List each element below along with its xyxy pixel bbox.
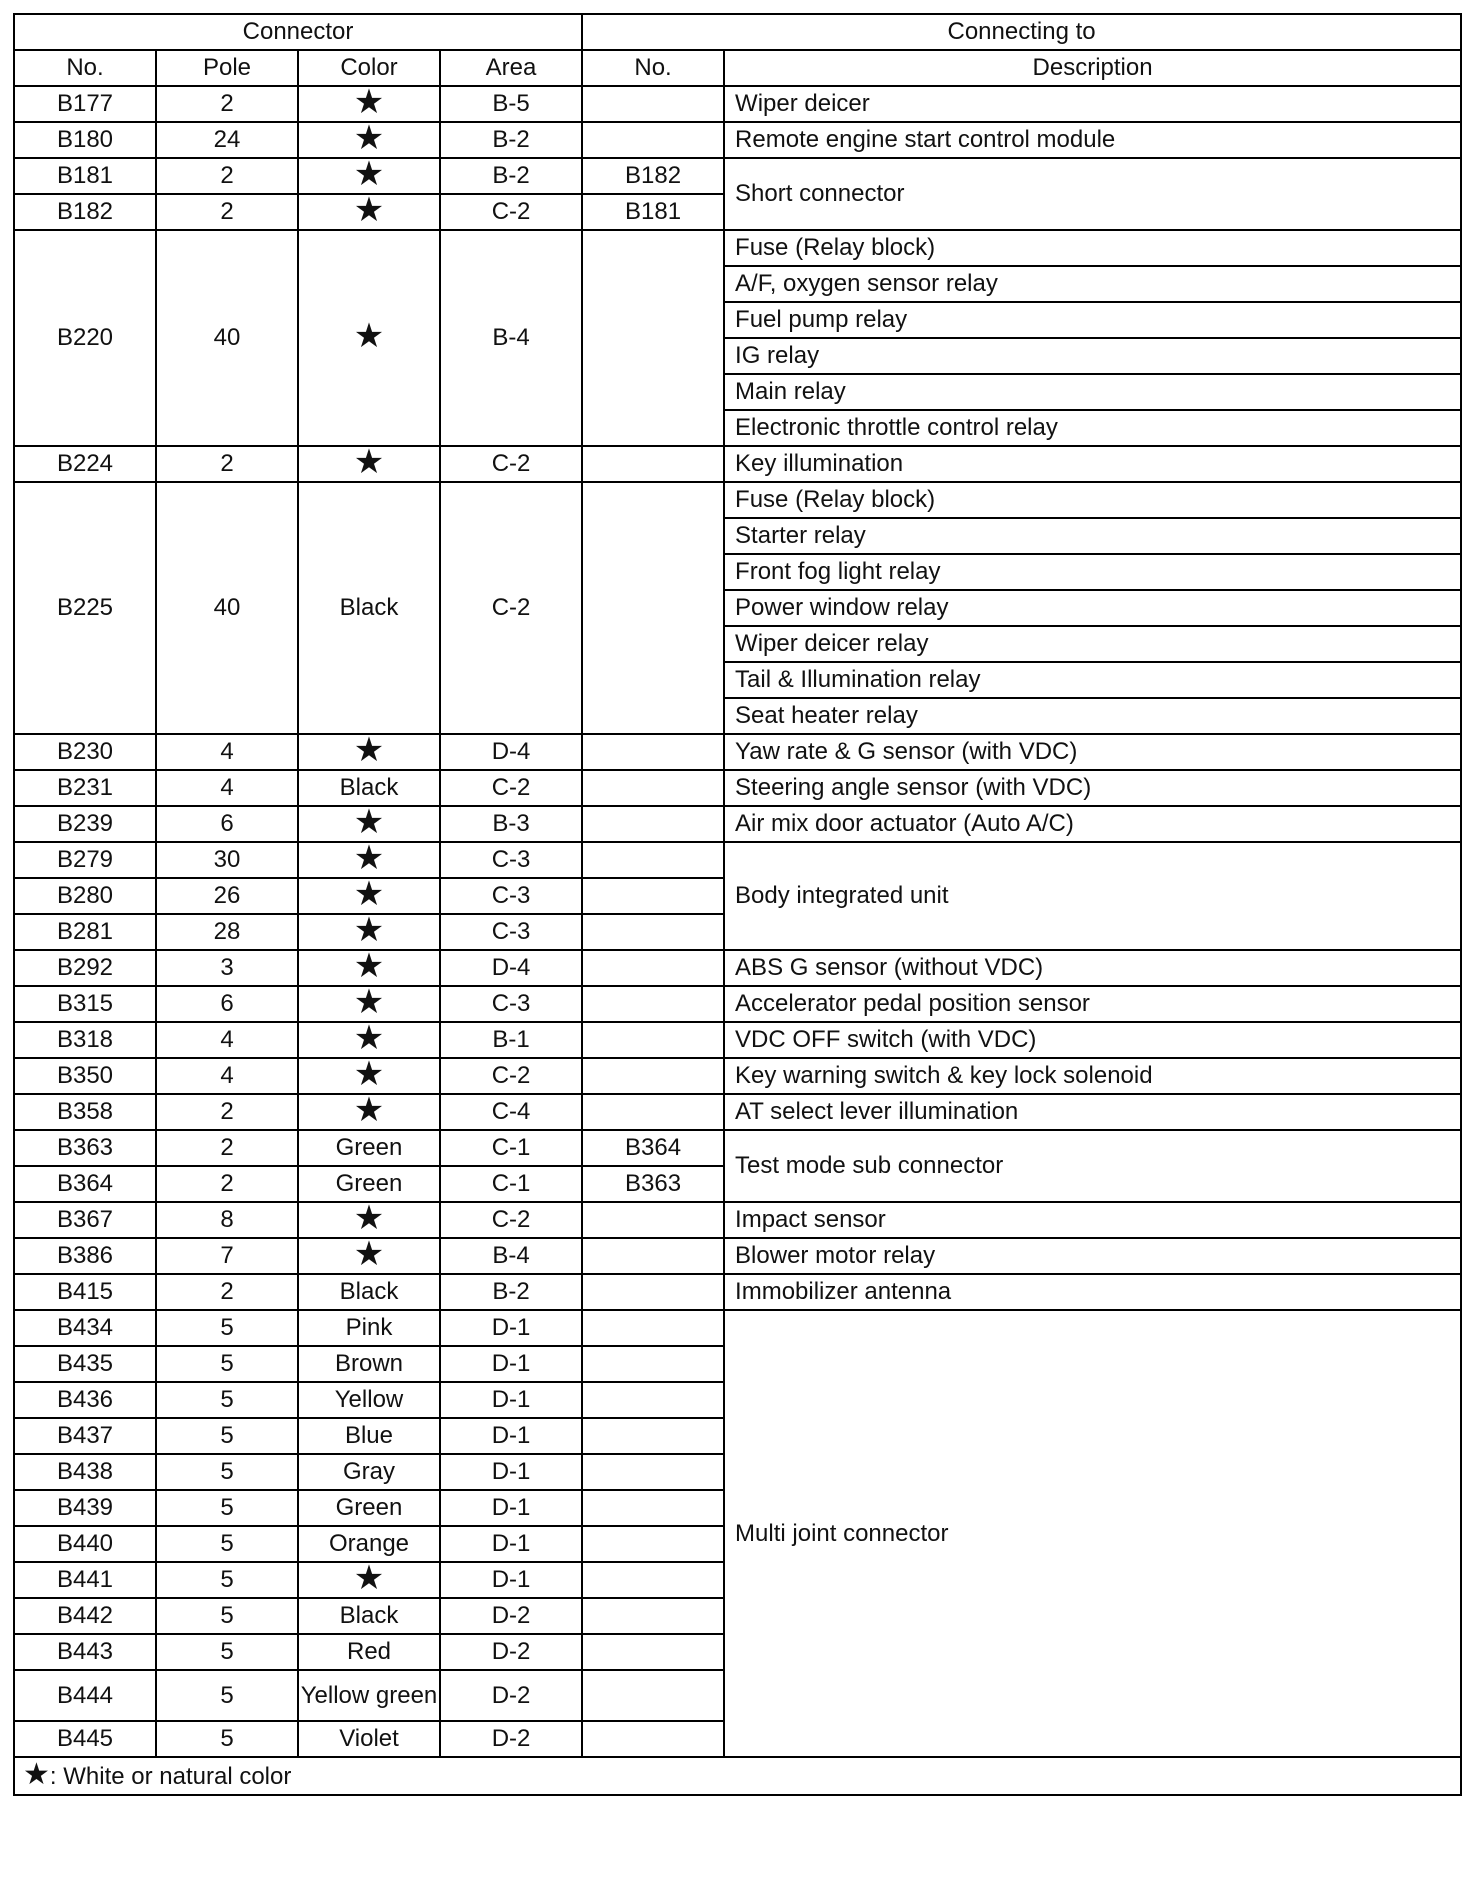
pole-cell: 5 [156, 1418, 298, 1454]
star-icon: ★ [353, 878, 385, 914]
color-cell [298, 158, 440, 194]
connector-no-cell: B231 [14, 770, 156, 806]
area-cell: C-3 [440, 842, 582, 878]
area-cell: B-2 [440, 158, 582, 194]
color-cell: Green [298, 1130, 440, 1166]
header-no: No. [14, 50, 156, 86]
table-row [14, 1058, 1461, 1094]
pole-cell: 26 [156, 878, 298, 914]
pole-cell: 6 [156, 986, 298, 1022]
description-cell: Seat heater relay [724, 698, 1461, 734]
connector-no-cell: B415 [14, 1274, 156, 1310]
star-icon: ★ [353, 734, 385, 770]
pole-cell: 6 [156, 806, 298, 842]
connecting-no-cell: B182 [582, 158, 724, 194]
legend [14, 1757, 1461, 1795]
pole-cell: 3 [156, 950, 298, 986]
star-icon: ★ [353, 316, 385, 356]
description-cell: Fuse (Relay block) [724, 230, 1461, 266]
color-cell [298, 1238, 440, 1274]
star-icon: ★ [353, 158, 385, 194]
header-column-row [14, 50, 1461, 86]
connector-no-cell: B435 [14, 1346, 156, 1382]
color-cell: Black [298, 770, 440, 806]
table-row [14, 230, 1461, 266]
area-cell: B-5 [440, 86, 582, 122]
description-cell: Test mode sub connector [724, 1130, 1461, 1202]
table-row [14, 842, 1461, 878]
table-row [14, 1022, 1461, 1058]
color-cell: Yellow green [298, 1670, 440, 1721]
connector-no-cell: B180 [14, 122, 156, 158]
connecting-no-cell [582, 1454, 724, 1490]
description-cell: Tail & Illumination relay [724, 662, 1461, 698]
description-cell: Starter relay [724, 518, 1461, 554]
area-cell: C-2 [440, 1058, 582, 1094]
pole-cell: 5 [156, 1382, 298, 1418]
star-icon: ★ [353, 122, 385, 158]
description-cell: Remote engine start control module [724, 122, 1461, 158]
connector-no-cell: B367 [14, 1202, 156, 1238]
connector-no-cell: B318 [14, 1022, 156, 1058]
header-connecting-to: Connecting to [582, 14, 1461, 50]
connecting-no-cell [582, 986, 724, 1022]
table-row [14, 446, 1461, 482]
connecting-no-cell [582, 1721, 724, 1757]
header-color: Color [298, 50, 440, 86]
connecting-no-cell [582, 806, 724, 842]
description-cell: Front fog light relay [724, 554, 1461, 590]
pole-cell: 5 [156, 1346, 298, 1382]
star-icon: ★ [353, 986, 385, 1022]
star-icon: ★ [353, 950, 385, 986]
connecting-no-cell [582, 878, 724, 914]
pole-cell: 2 [156, 1166, 298, 1202]
connecting-no-cell: B363 [582, 1166, 724, 1202]
connecting-no-cell [582, 1022, 724, 1058]
color-cell [298, 1562, 440, 1598]
connecting-no-cell [582, 1058, 724, 1094]
description-cell: Key warning switch & key lock solenoid [724, 1058, 1461, 1094]
color-cell [298, 1058, 440, 1094]
table-row [14, 1310, 1461, 1346]
pole-cell: 5 [156, 1490, 298, 1526]
description-cell: Immobilizer antenna [724, 1274, 1461, 1310]
pole-cell: 4 [156, 770, 298, 806]
connecting-no-cell [582, 86, 724, 122]
connector-no-cell: B292 [14, 950, 156, 986]
description-cell: Air mix door actuator (Auto A/C) [724, 806, 1461, 842]
area-cell: B-4 [440, 1238, 582, 1274]
pole-cell: 2 [156, 86, 298, 122]
area-cell: D-1 [440, 1310, 582, 1346]
description-cell: ABS G sensor (without VDC) [724, 950, 1461, 986]
connector-no-cell: B181 [14, 158, 156, 194]
area-cell: D-2 [440, 1598, 582, 1634]
color-cell [298, 842, 440, 878]
color-cell [298, 878, 440, 914]
connector-no-cell: B350 [14, 1058, 156, 1094]
pole-cell: 24 [156, 122, 298, 158]
area-cell: D-4 [440, 734, 582, 770]
area-cell: D-1 [440, 1346, 582, 1382]
connecting-no-cell [582, 1490, 724, 1526]
color-cell [298, 950, 440, 986]
description-cell: Wiper deicer relay [724, 626, 1461, 662]
table-row [14, 1094, 1461, 1130]
connector-no-cell: B441 [14, 1562, 156, 1598]
connector-no-cell: B220 [14, 230, 156, 446]
star-icon: ★ [353, 446, 385, 482]
description-cell: IG relay [724, 338, 1461, 374]
connector-no-cell: B363 [14, 1130, 156, 1166]
connecting-no-cell [582, 446, 724, 482]
pole-cell: 5 [156, 1310, 298, 1346]
connecting-no-cell [582, 1526, 724, 1562]
color-cell: Brown [298, 1346, 440, 1382]
pole-cell: 4 [156, 1022, 298, 1058]
area-cell: C-1 [440, 1130, 582, 1166]
color-cell: Orange [298, 1526, 440, 1562]
color-cell [298, 86, 440, 122]
color-cell: Green [298, 1490, 440, 1526]
pole-cell: 40 [156, 482, 298, 734]
color-cell [298, 194, 440, 230]
area-cell: D-1 [440, 1526, 582, 1562]
connector-no-cell: B440 [14, 1526, 156, 1562]
connector-no-cell: B281 [14, 914, 156, 950]
connector-no-cell: B438 [14, 1454, 156, 1490]
connecting-no-cell [582, 1274, 724, 1310]
pole-cell: 8 [156, 1202, 298, 1238]
connector-table [13, 13, 1462, 1796]
connecting-no-cell: B181 [582, 194, 724, 230]
connecting-no-cell [582, 1310, 724, 1346]
table-row [14, 1202, 1461, 1238]
area-cell: B-3 [440, 806, 582, 842]
connecting-no-cell [582, 842, 724, 878]
connector-no-cell: B280 [14, 878, 156, 914]
pole-cell: 4 [156, 1058, 298, 1094]
description-cell: Electronic throttle control relay [724, 410, 1461, 446]
pole-cell: 28 [156, 914, 298, 950]
star-icon: ★ [353, 1562, 385, 1598]
area-cell: D-1 [440, 1454, 582, 1490]
connecting-no-cell [582, 1598, 724, 1634]
area-cell: C-3 [440, 914, 582, 950]
header-pole: Pole [156, 50, 298, 86]
area-cell: C-2 [440, 1202, 582, 1238]
description-cell: Power window relay [724, 590, 1461, 626]
description-cell: Impact sensor [724, 1202, 1461, 1238]
area-cell: D-2 [440, 1721, 582, 1757]
connecting-no-cell [582, 1562, 724, 1598]
header-area: Area [440, 50, 582, 86]
table-row [14, 1130, 1461, 1166]
color-cell: Black [298, 1598, 440, 1634]
connector-no-cell: B386 [14, 1238, 156, 1274]
color-cell: Pink [298, 1310, 440, 1346]
pole-cell: 30 [156, 842, 298, 878]
legend-row [14, 1757, 1461, 1795]
connector-no-cell: B442 [14, 1598, 156, 1634]
area-cell: C-4 [440, 1094, 582, 1130]
header-description: Description [724, 50, 1461, 86]
table-row [14, 770, 1461, 806]
area-cell: C-2 [440, 770, 582, 806]
area-cell: D-1 [440, 1562, 582, 1598]
area-cell: D-2 [440, 1670, 582, 1721]
pole-cell: 5 [156, 1634, 298, 1670]
connecting-no-cell [582, 950, 724, 986]
connector-no-cell: B315 [14, 986, 156, 1022]
connecting-no-cell: B364 [582, 1130, 724, 1166]
table-row [14, 1274, 1461, 1310]
connector-no-cell: B439 [14, 1490, 156, 1526]
table-row [14, 806, 1461, 842]
header-group-row [14, 14, 1461, 50]
connecting-no-cell [582, 1346, 724, 1382]
connector-list-sheet [13, 13, 1460, 1796]
pole-cell: 5 [156, 1562, 298, 1598]
description-cell: Key illumination [724, 446, 1461, 482]
connector-no-cell: B444 [14, 1670, 156, 1721]
connector-no-cell: B230 [14, 734, 156, 770]
description-cell: Yaw rate & G sensor (with VDC) [724, 734, 1461, 770]
connecting-no-cell [582, 1238, 724, 1274]
connecting-no-cell [582, 770, 724, 806]
connecting-no-cell [582, 1634, 724, 1670]
area-cell: C-1 [440, 1166, 582, 1202]
star-icon: ★ [353, 194, 385, 230]
description-cell: Accelerator pedal position sensor [724, 986, 1461, 1022]
star-icon: ★ [353, 842, 385, 878]
color-cell: Red [298, 1634, 440, 1670]
connector-no-cell: B443 [14, 1634, 156, 1670]
color-cell [298, 986, 440, 1022]
connecting-no-cell [582, 1202, 724, 1238]
connecting-no-cell [582, 122, 724, 158]
pole-cell: 5 [156, 1526, 298, 1562]
description-cell: Fuse (Relay block) [724, 482, 1461, 518]
table-body [14, 86, 1461, 1757]
color-cell [298, 446, 440, 482]
pole-cell: 7 [156, 1238, 298, 1274]
color-cell [298, 734, 440, 770]
connecting-no-cell [582, 914, 724, 950]
color-cell [298, 230, 440, 446]
connector-no-cell: B279 [14, 842, 156, 878]
color-cell [298, 122, 440, 158]
table-row [14, 158, 1461, 194]
pole-cell: 2 [156, 1274, 298, 1310]
description-cell: Multi joint connector [724, 1310, 1461, 1757]
pole-cell: 5 [156, 1721, 298, 1757]
description-cell: Main relay [724, 374, 1461, 410]
connector-no-cell: B239 [14, 806, 156, 842]
star-icon: ★ [353, 1202, 385, 1238]
connector-no-cell: B436 [14, 1382, 156, 1418]
description-cell: VDC OFF switch (with VDC) [724, 1022, 1461, 1058]
description-cell: Short connector [724, 158, 1461, 230]
area-cell: B-1 [440, 1022, 582, 1058]
connector-no-cell: B434 [14, 1310, 156, 1346]
connector-no-cell: B177 [14, 86, 156, 122]
area-cell: B-2 [440, 122, 582, 158]
connecting-no-cell [582, 1094, 724, 1130]
connector-no-cell: B445 [14, 1721, 156, 1757]
description-cell: AT select lever illumination [724, 1094, 1461, 1130]
description-cell: A/F, oxygen sensor relay [724, 266, 1461, 302]
area-cell: D-1 [440, 1490, 582, 1526]
star-icon: ★ [353, 806, 385, 842]
area-cell: C-3 [440, 986, 582, 1022]
star-icon: ★ [353, 1058, 385, 1094]
area-cell: D-2 [440, 1634, 582, 1670]
connecting-no-cell [582, 1418, 724, 1454]
connecting-no-cell [582, 734, 724, 770]
pole-cell: 2 [156, 1130, 298, 1166]
area-cell: C-2 [440, 194, 582, 230]
area-cell: C-2 [440, 446, 582, 482]
connector-no-cell: B224 [14, 446, 156, 482]
pole-cell: 5 [156, 1454, 298, 1490]
pole-cell: 2 [156, 1094, 298, 1130]
color-cell [298, 1022, 440, 1058]
star-icon: ★ [353, 1022, 385, 1058]
connecting-no-cell [582, 1382, 724, 1418]
color-cell: Black [298, 1274, 440, 1310]
pole-cell: 2 [156, 446, 298, 482]
connecting-no-cell [582, 482, 724, 734]
description-cell: Body integrated unit [724, 842, 1461, 950]
description-cell: Wiper deicer [724, 86, 1461, 122]
pole-cell: 40 [156, 230, 298, 446]
pole-cell: 4 [156, 734, 298, 770]
header-connector: Connector [14, 14, 582, 50]
pole-cell: 5 [156, 1598, 298, 1634]
description-cell: Steering angle sensor (with VDC) [724, 770, 1461, 806]
table-row [14, 1238, 1461, 1274]
area-cell: C-2 [440, 482, 582, 734]
star-icon: ★ [353, 1238, 385, 1274]
star-icon: ★ [353, 1094, 385, 1130]
connector-no-cell: B182 [14, 194, 156, 230]
table-row [14, 86, 1461, 122]
description-cell: Blower motor relay [724, 1238, 1461, 1274]
table-row [14, 482, 1461, 518]
color-cell: Blue [298, 1418, 440, 1454]
table-row [14, 986, 1461, 1022]
color-cell [298, 1094, 440, 1130]
star-icon: ★ [23, 1757, 50, 1792]
area-cell: D-1 [440, 1382, 582, 1418]
color-cell [298, 914, 440, 950]
connector-no-cell: B358 [14, 1094, 156, 1130]
color-cell: Yellow [298, 1382, 440, 1418]
pole-cell: 2 [156, 194, 298, 230]
pole-cell: 2 [156, 158, 298, 194]
area-cell: D-4 [440, 950, 582, 986]
area-cell: C-3 [440, 878, 582, 914]
connector-no-cell: B364 [14, 1166, 156, 1202]
table-row [14, 950, 1461, 986]
description-cell: Fuel pump relay [724, 302, 1461, 338]
pole-cell: 5 [156, 1670, 298, 1721]
connector-no-cell: B437 [14, 1418, 156, 1454]
color-cell [298, 806, 440, 842]
connecting-no-cell [582, 1670, 724, 1721]
color-cell: Green [298, 1166, 440, 1202]
header-connecting-no: No. [582, 50, 724, 86]
color-cell: Violet [298, 1721, 440, 1757]
area-cell: D-1 [440, 1418, 582, 1454]
area-cell: B-2 [440, 1274, 582, 1310]
color-cell: Black [298, 482, 440, 734]
connector-no-cell: B225 [14, 482, 156, 734]
table-row [14, 734, 1461, 770]
color-cell: Gray [298, 1454, 440, 1490]
table-row [14, 122, 1461, 158]
area-cell: B-4 [440, 230, 582, 446]
star-icon: ★ [353, 86, 385, 122]
color-cell [298, 1202, 440, 1238]
connecting-no-cell [582, 230, 724, 446]
star-icon: ★ [353, 914, 385, 950]
legend-text: : White or natural color [49, 1763, 292, 1790]
